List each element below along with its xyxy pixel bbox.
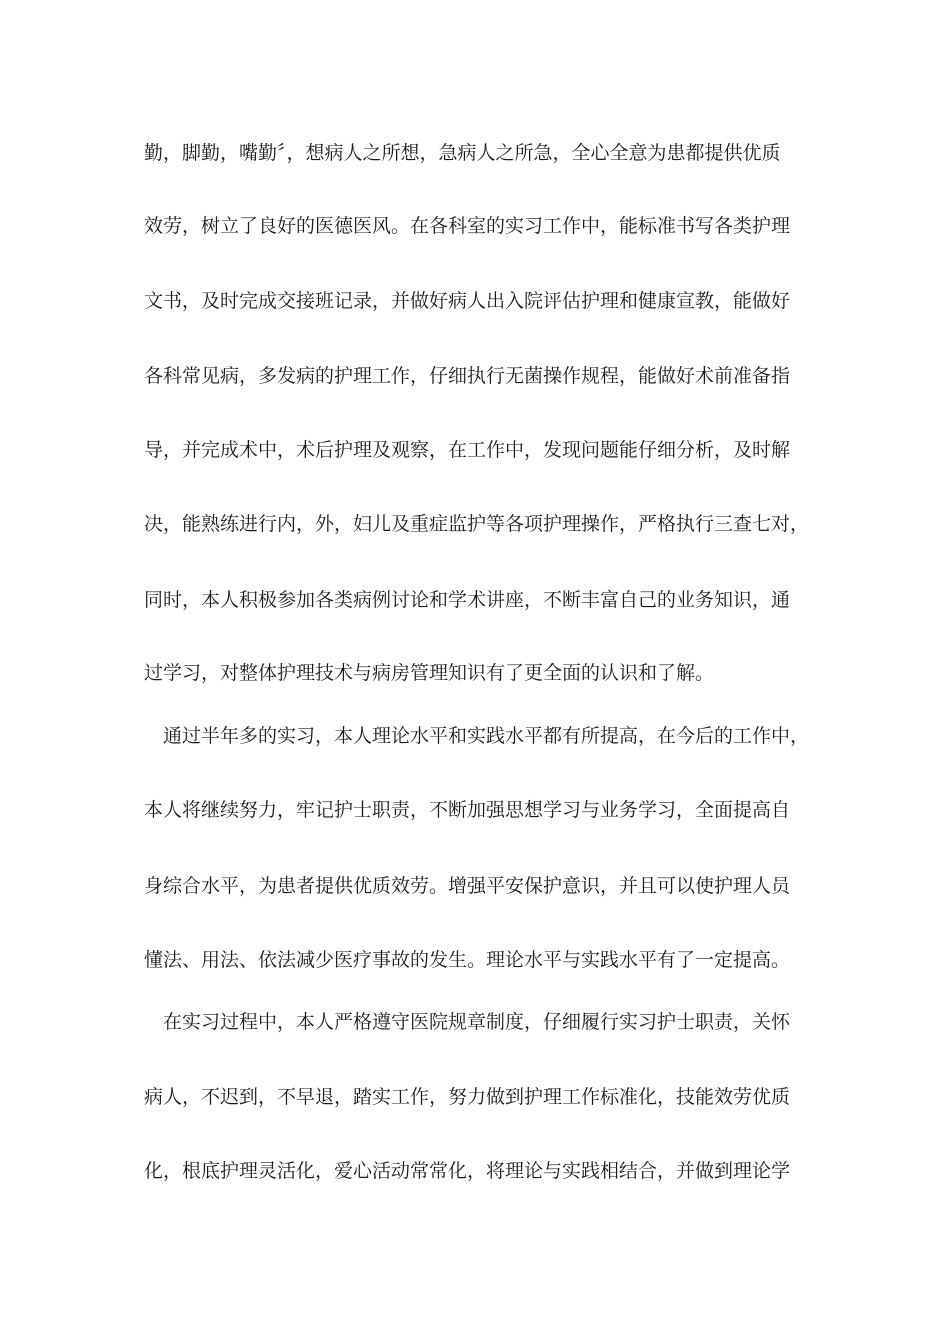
text-line-6: 决，能熟练进行内，外，妇儿及重症监护等各项护理操作，严格执行三查七对， xyxy=(144,513,810,535)
text-line-2: 效劳，树立了良好的医德医风。在各科室的实习工作中，能标准书写各类护理 xyxy=(144,215,791,237)
text-line-5: 导，并完成术中，术后护理及观察，在工作中，发现问题能仔细分析，及时解 xyxy=(144,439,791,461)
text-line-1: 勤，脚勤，嘴勤〞，想病人之所想，急病人之所急，全心全意为患都提供优质 xyxy=(144,142,781,164)
text-line-7: 同时，本人积极参加各类病例讨论和学术讲座，不断丰富自己的业务知识，通 xyxy=(144,589,791,611)
paragraph-2-line-1: 通过半年多的实习，本人理论水平和实践水平都有所提高，在今后的工作中， xyxy=(163,725,810,747)
paragraph-2-line-2: 本人将继续努力，牢记护士职责，不断加强思想学习与业务学习，全面提高自 xyxy=(144,799,791,821)
paragraph-3-line-3: 化，根底护理灵活化，爱心活动常常化，将理论与实践相结合，并做到理论学 xyxy=(144,1160,791,1182)
text-line-4: 各科常见病，多发病的护理工作，仔细执行无菌操作规程，能做好术前准备指 xyxy=(144,365,791,387)
paragraph-3-line-1: 在实习过程中，本人严格遵守医院规章制度，仔细履行实习护士职责，关怀 xyxy=(163,1011,791,1033)
text-line-3: 文书，及时完成交接班记录，并做好病人出入院评估护理和健康宣教，能做好 xyxy=(144,290,791,312)
paragraph-2-line-3: 身综合水平，为患者提供优质效劳。增强平安保护意识，并且可以使护理人员 xyxy=(144,875,791,897)
paragraph-3-line-2: 病人，不迟到，不早退，踏实工作，努力做到护理工作标准化，技能效劳优质 xyxy=(144,1086,791,1108)
paragraph-2-line-4: 懂法、用法、依法减少医疗事故的发生。理论水平与实践水平有了一定提高。 xyxy=(144,949,791,971)
text-line-8: 过学习，对整体护理技术与病房管理知识有了更全面的认识和了解。 xyxy=(144,662,715,684)
